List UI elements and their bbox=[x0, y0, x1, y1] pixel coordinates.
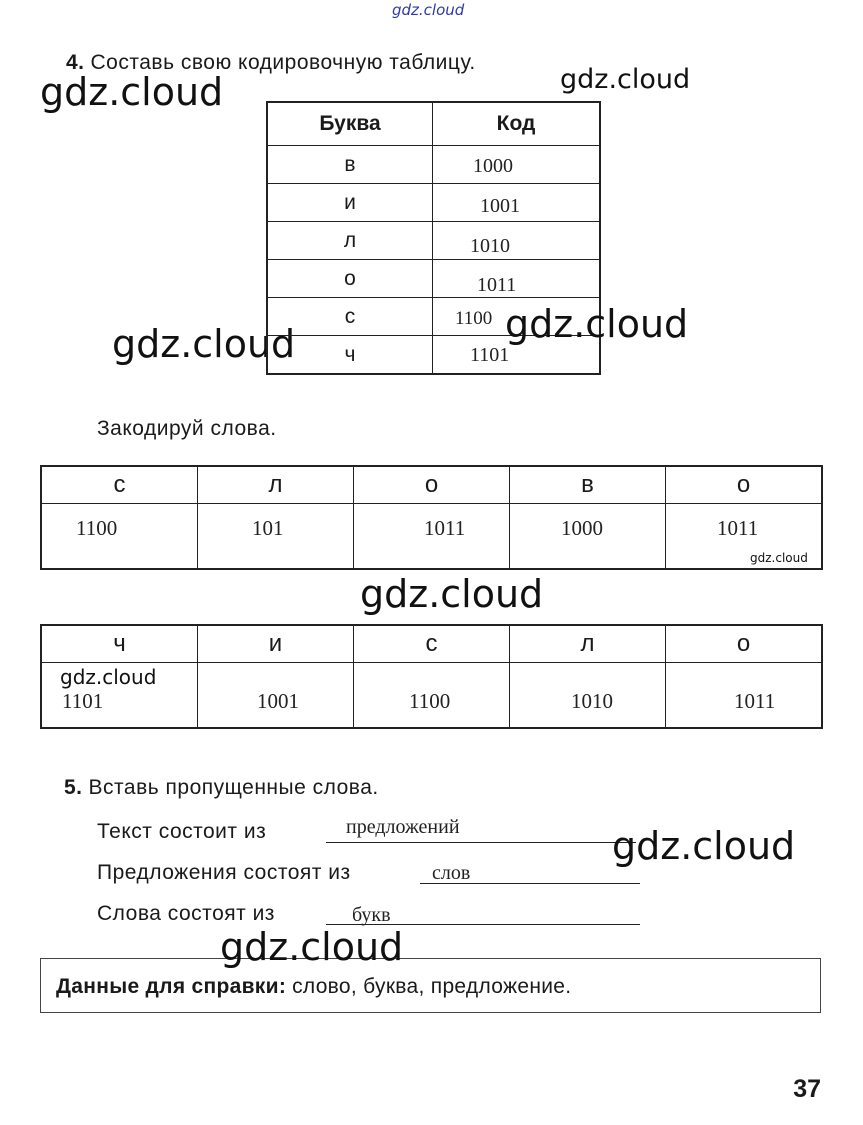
table-row bbox=[267, 184, 600, 222]
handwritten-code: 1010 bbox=[470, 235, 510, 257]
code-cell[interactable] bbox=[433, 146, 601, 184]
word-code-cell[interactable] bbox=[198, 663, 354, 729]
code-cell[interactable] bbox=[433, 184, 601, 222]
letter-cell: л bbox=[267, 222, 433, 260]
handwritten-code: 1001 bbox=[480, 195, 520, 217]
watermark: gdz.cloud bbox=[220, 925, 404, 969]
word-letter: о bbox=[666, 625, 823, 663]
reference-box bbox=[40, 958, 821, 1013]
word-letter: ч bbox=[41, 625, 198, 663]
task-4-heading bbox=[66, 51, 476, 75]
fill-prompt: Текст состоит из bbox=[97, 820, 267, 843]
header-letter: Буква bbox=[267, 102, 433, 146]
watermark: gdz.cloud bbox=[750, 551, 808, 565]
fill-prompt: Слова состоят из bbox=[97, 902, 275, 925]
word-code-cell[interactable] bbox=[510, 504, 666, 570]
word-letter: о bbox=[354, 466, 510, 504]
letter-cell: и bbox=[267, 184, 433, 222]
word-code-cell[interactable] bbox=[666, 663, 823, 729]
reference-text bbox=[56, 975, 571, 999]
handwritten-code: 1000 bbox=[473, 155, 513, 177]
code-cell[interactable] bbox=[433, 260, 601, 298]
task-4-number: 4. bbox=[66, 51, 85, 74]
task-5-number: 5. bbox=[64, 776, 83, 799]
word-code-cell[interactable] bbox=[510, 663, 666, 729]
code-cell[interactable] bbox=[433, 222, 601, 260]
header-code: Код bbox=[433, 102, 601, 146]
handwritten-code: 1100 bbox=[455, 308, 493, 329]
handwritten-code: 1100 bbox=[76, 516, 118, 540]
word-code-cell[interactable] bbox=[41, 663, 198, 729]
word-letter: и bbox=[198, 625, 354, 663]
watermark-top: gdz.cloud bbox=[392, 1, 465, 19]
table-row bbox=[267, 222, 600, 260]
letter-cell: ч bbox=[267, 336, 433, 375]
word-letter: в bbox=[510, 466, 666, 504]
word-letter: л bbox=[510, 625, 666, 663]
word-code-cell[interactable] bbox=[666, 504, 823, 570]
handwritten-code: 1010 bbox=[571, 689, 613, 713]
watermark: gdz.cloud bbox=[612, 824, 796, 868]
page-number: 37 bbox=[793, 1075, 821, 1103]
fill-prompt: Предложения состоят из bbox=[97, 861, 351, 884]
handwritten-code: 1101 bbox=[62, 689, 104, 713]
handwritten-code: 1100 bbox=[409, 689, 451, 713]
handwritten-answer: предложений bbox=[346, 816, 460, 838]
handwritten-code: 1011 bbox=[477, 274, 517, 296]
word-code-cell[interactable] bbox=[354, 663, 510, 729]
task-4-title: Составь свою кодировочную таблицу. bbox=[90, 51, 476, 74]
handwritten-code: 1001 bbox=[257, 689, 299, 713]
handwritten-code: 1011 bbox=[734, 689, 776, 713]
word-letter: с bbox=[354, 625, 510, 663]
watermark: gdz.cloud bbox=[360, 572, 544, 616]
word-code-cell[interactable] bbox=[41, 504, 198, 570]
handwritten-code: 1101 bbox=[470, 344, 510, 366]
watermark: gdz.cloud bbox=[505, 302, 689, 346]
handwritten-code: 1011 bbox=[717, 516, 759, 540]
letter-cell: с bbox=[267, 298, 433, 336]
task-5-title: Вставь пропущенные слова. bbox=[88, 776, 379, 799]
table-row bbox=[267, 260, 600, 298]
handwritten-code: 101 bbox=[252, 516, 284, 540]
word-letter: о bbox=[666, 466, 823, 504]
handwritten-code: 1000 bbox=[561, 516, 603, 540]
handwritten-code: 1011 bbox=[424, 516, 466, 540]
watermark: gdz.cloud bbox=[40, 70, 224, 114]
encode-title: Закодируй слова. bbox=[97, 417, 277, 440]
word-table-1 bbox=[40, 465, 823, 570]
letter-cell: в bbox=[267, 146, 433, 184]
word-letter: л bbox=[198, 466, 354, 504]
table-row bbox=[267, 146, 600, 184]
handwritten-answer: букв bbox=[352, 904, 391, 926]
reference-words: слово, буква, предложение. bbox=[292, 975, 572, 998]
handwritten-answer: слов bbox=[432, 862, 471, 884]
watermark: gdz.cloud bbox=[60, 665, 157, 689]
answer-line[interactable] bbox=[326, 842, 636, 843]
word-letter: с bbox=[41, 466, 198, 504]
task-5-heading bbox=[64, 776, 379, 800]
word-table-2 bbox=[40, 624, 823, 729]
watermark: gdz.cloud bbox=[112, 322, 296, 366]
watermark: gdz.cloud bbox=[560, 64, 691, 95]
letter-cell: о bbox=[267, 260, 433, 298]
word-code-cell[interactable] bbox=[354, 504, 510, 570]
word-code-cell[interactable] bbox=[198, 504, 354, 570]
reference-label: Данные для справки: bbox=[56, 975, 287, 998]
